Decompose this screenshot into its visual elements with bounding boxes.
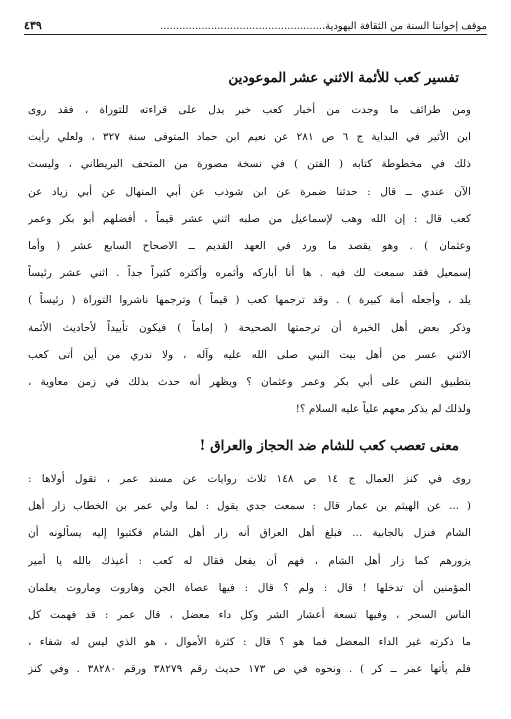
text-line: وذكر بعض أهل الخبرة أن ترجمتها الصحيحة ( إماماً ) فيكون تأييداً لأحاديث الأئمة — [28, 321, 471, 334]
page-number: ٤٣٩ — [24, 19, 42, 32]
text-line: يزورهم كما زار أهل الشام ، فهم أن يفعل فقال له كعب : أعيذك بالله يا أمير — [28, 554, 471, 567]
text-line: ما ذكرته غير الداء المعضل فما هو ؟ قال : كثرة الأموال ، هو الذي ليس له شفاء ، — [28, 636, 471, 649]
text-line: ابن الأثير في البداية ج ٦ ص ٢٨١ عن نعيم ابن حماد المتوفى سنة ٣٢٧ ، ولعلي رأيت — [28, 131, 471, 144]
text-line: الاثني عسر من أهل بيت النبي صلى الله عليه وآله ، ولا ندري من أين أتى كعب — [28, 348, 471, 361]
text-line: ذلك في مخطوطة كتابه ( الفتن ) في نسخة مصورة من المتحف البريطاني ، وليست — [28, 158, 471, 171]
header-title: موقف إخواننا السنة من الثقافة اليهودية.................................................... — [160, 21, 487, 32]
text-line: الشام فنزل بالجابية ... فبلغ أهل العراق أنه زار أهل الشام فكتبوا إليه يسألونه أن — [28, 527, 471, 540]
text-line: وعثمان ) . وهو يقصد ما ورد في العهد القديم ــ الاصحاح السابع عشر ( وأما — [28, 240, 471, 253]
text-line: المؤمنين أن تدخلها ! قال : ولم ؟ قال : فيها عصاة الجن وهاروت وماروت يعلمان — [28, 581, 471, 594]
text-line: ( ... عن الهيثم بن عمار قال : سمعت جدي يقول : لما ولي عمر بن الخطاب زار أهل — [28, 500, 471, 513]
text-line: الآن عندي ــ قال : حدثنا ضمرة عن ابن شوذب عن أبي المنهال عن أبي زياد عن — [28, 185, 471, 198]
text-line: كعب قال : إن الله وهب لإسماعيل من صلبه اثني عشر قيماً ، أفضلهم أبو بكر وعمر — [28, 212, 471, 225]
section-1-body — [28, 97, 471, 423]
text-line: روى في كنز العمال ج ١٤ ص ١٤٨ ثلاث روايات عن مسند عمر ، تقول أولاها : — [28, 473, 471, 485]
running-header — [24, 10, 487, 35]
text-line: ولذلك لم يذكر معهم علياً عليه السلام ؟! — [295, 403, 471, 416]
text-line: يلد ، وأجعله أمة كبيرة ) . وقد ترجمها كعب ( قيماً ) وترجمها ناشروا التوراة ( رئيساً ) — [28, 294, 471, 307]
text-line: ومن طرائف ما وجدت من أخبار كعب خبر يدل على قراءته للتوراة ، فقد روى — [28, 104, 471, 116]
text-line: الناس السحر ، وفيها تسعة أعشار الشر وكل داء معضل ، قال عمر : قد فهمت كل — [28, 609, 471, 622]
text-line: بتطبيق النص على أبي بكر وعمر وعثمان ؟ ويظهر أنه حدث بذلك في زمن معاوية ، — [28, 376, 471, 389]
text-line: فلم يأتها عمر ــ كر ) . ونحوه في ص ١٧٣ حديث رقم ٣٨٢٧٩ ورقم ٣٨٢٨٠ . وفي كنز — [28, 663, 471, 676]
section-heading-2: معنى تعصب كعب للشام ضد الحجاز والعراق ! — [199, 438, 459, 454]
section-2-body — [28, 466, 471, 684]
text-line: إسمعيل فقد سمعت لك فيه . ها أنا أباركه وأثمره وأكثره كثيراً جداً . اثني عشر رئيساً — [28, 267, 471, 280]
section-heading-1: تفسير كعب للأئمة الاثني عشر الموعودين — [228, 70, 459, 86]
